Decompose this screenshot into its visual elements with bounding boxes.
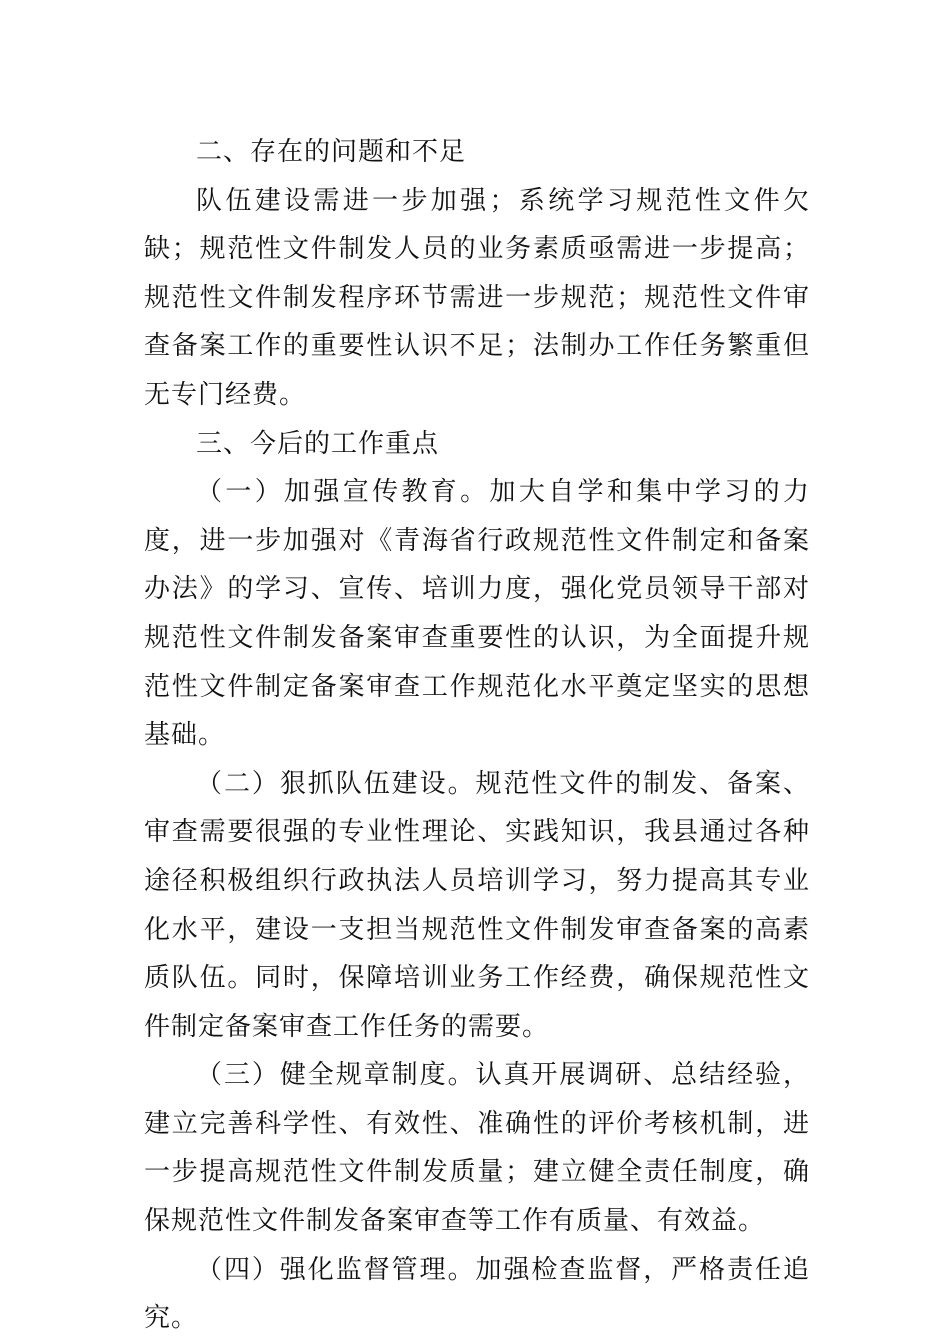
paragraph-problems: 队伍建设需进一步加强；系统学习规范性文件欠缺；规范性文件制发人员的业务素质亟需进一步提高；规范性文件制发程序环节需进一步规范；规范性文件审查备案工作的重要性认识不足；法制办工作任务繁重但无专门经费。 — [144, 185, 810, 410]
paragraph-publicity-education: （一）加强宣传教育。加大自学和集中学习的力度，进一步加强对《青海省行政规范性文件制定和备案办法》的学习、宣传、培训力度，强化党员领导干部对规范性文件制发备案审查重要性的认识，为全面提升规范性文件制定备案审查工作规范化水平奠定坚实的思想基础。 — [144, 477, 810, 751]
document-body — [144, 128, 810, 1343]
paragraph-team-building: （二）狠抓队伍建设。规范性文件的制发、备案、审查需要很强的专业性理论、实践知识，我县通过各种途径积极组织行政执法人员培训学习，努力提高其专业化水平，建设一支担当规范性文件制发审查备案的高素质队伍。同时，保障培训业务工作经费，确保规范性文件制定备案审查工作任务的需要。 — [144, 768, 810, 1042]
section-heading-future-work: 三、今后的工作重点 — [196, 428, 440, 459]
section-heading-problems: 二、存在的问题和不足 — [196, 137, 467, 167]
paragraph-rules-system: （三）健全规章制度。认真开展调研、总结经验，建立完善科学性、有效性、准确性的评价考核机制，进一步提高规范性文件制发质量；建立健全责任制度，确保规范性文件制发备案审查等工作有质量、有效益。 — [144, 1060, 810, 1237]
paragraph-supervision: （四）强化监督管理。加强检查监督，严格责任追究。 — [144, 1254, 810, 1334]
